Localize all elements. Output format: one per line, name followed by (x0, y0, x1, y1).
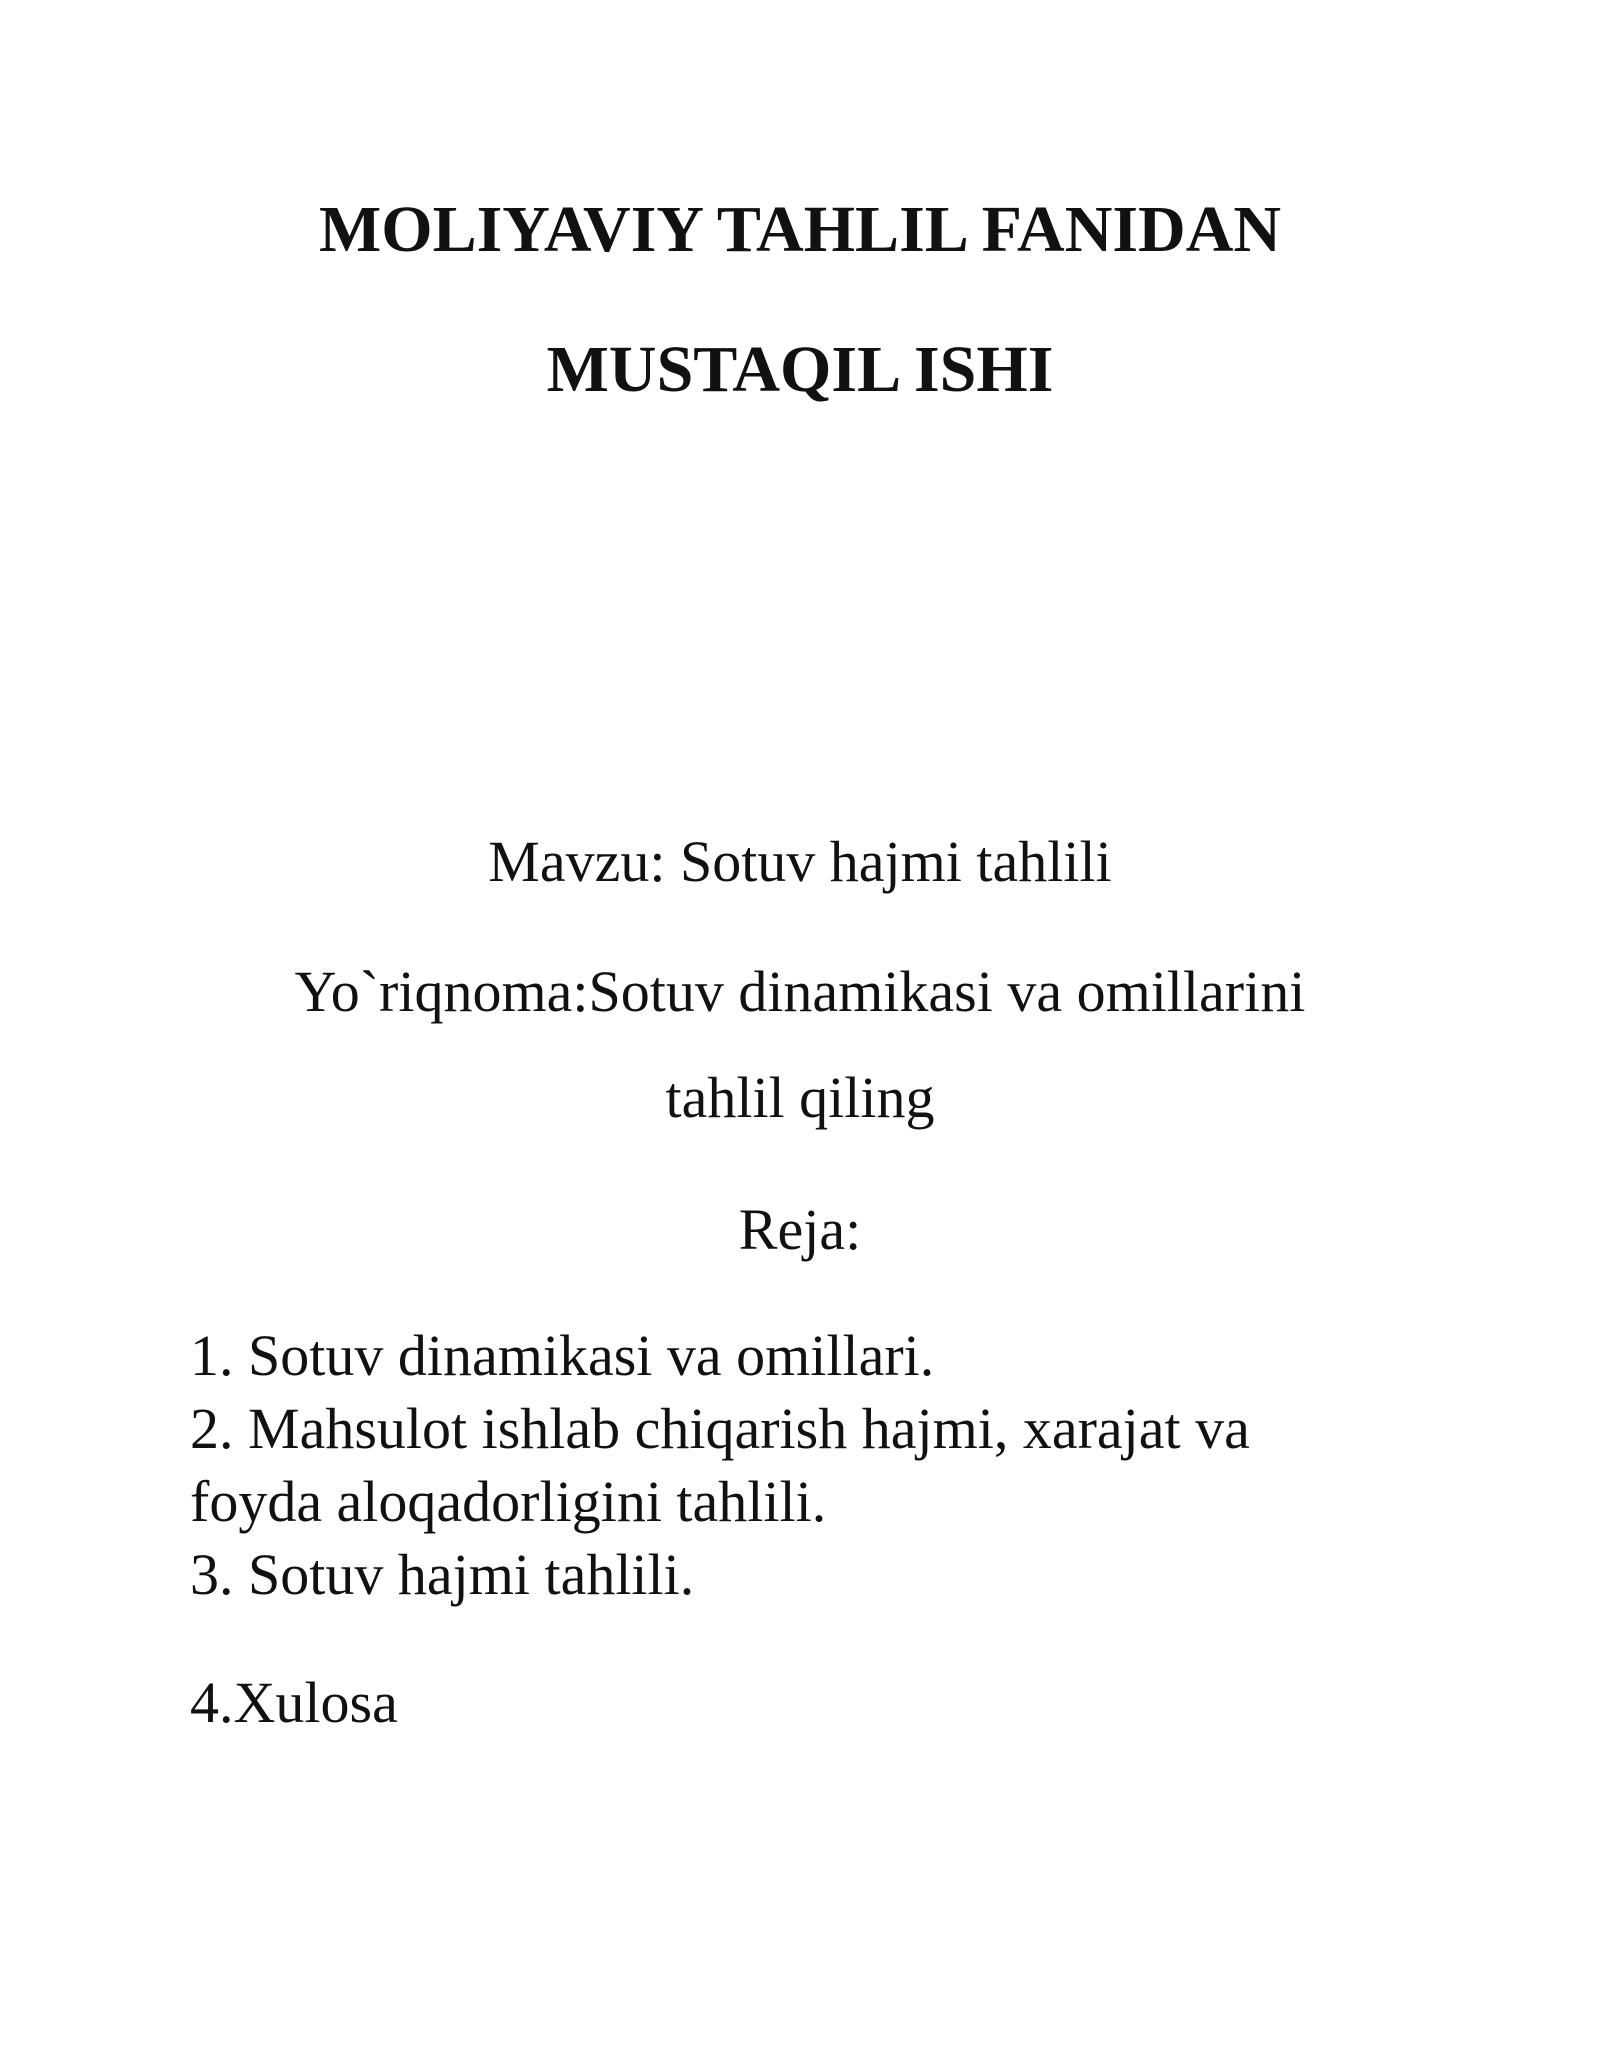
instruction-line-1: Yo`riqnoma:Sotuv dinamikasi va omillarini (294, 959, 1306, 1024)
plan-item: 1. Sotuv dinamikasi va omillari. (190, 1323, 935, 1388)
instruction-line-2: tahlil qiling (665, 1065, 935, 1130)
topic-line: Mavzu: Sotuv hajmi tahlili (488, 829, 1112, 894)
plan-conclusion: 4.Xulosa (190, 1670, 398, 1735)
plan-list (190, 1319, 1440, 1611)
plan-heading: Reja: (738, 1197, 862, 1262)
plan-item: 3. Sotuv hajmi tahlili. (190, 1542, 695, 1607)
plan-item: 2. Mahsulot ishlab chiqarish hajmi, xarajat va (190, 1396, 1250, 1461)
document-title-line-1: MOLIYAVIY TAHLIL FANIDAN (318, 193, 1282, 266)
document-title-line-2: MUSTAQIL ISHI (546, 333, 1054, 406)
plan-item: foyda aloqadorligini tahlili. (190, 1469, 827, 1534)
